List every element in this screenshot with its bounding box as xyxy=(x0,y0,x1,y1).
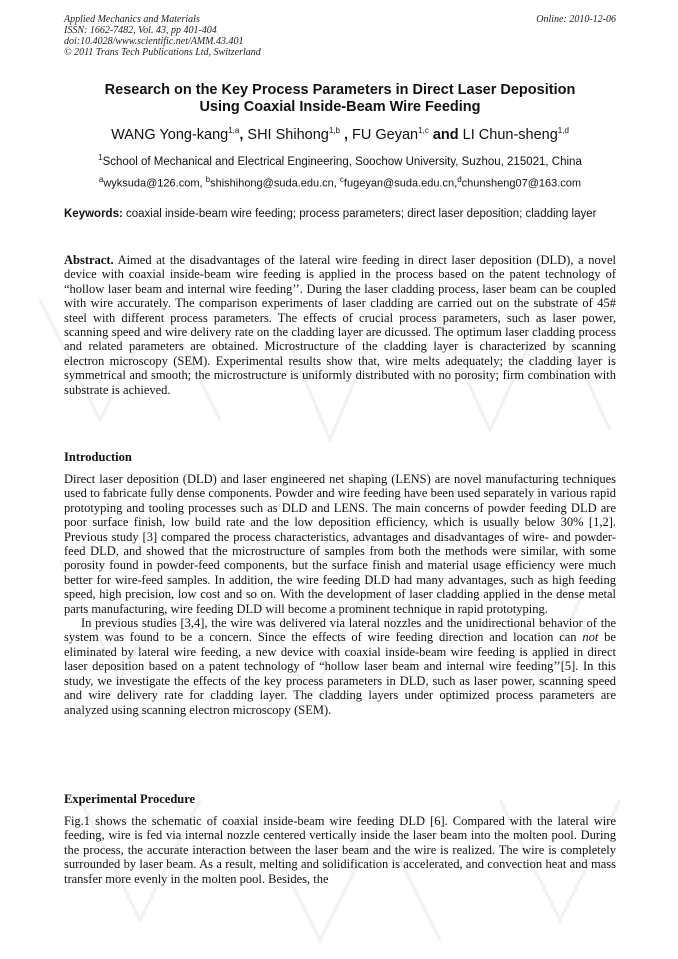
abstract xyxy=(64,253,616,397)
intro-p2-emphasis: not xyxy=(582,630,599,645)
intro-p2-part-a: In previous studies [3,4], the wire was delivered via lateral nozzles and the unidirectional behavior of the system was found to be a concern. Since the effects of wire feeding direction and location can xyxy=(64,616,616,645)
author-4-affil: 1,d xyxy=(557,126,569,135)
introduction-paragraph-1: Direct laser deposition (DLD) and laser engineered net shaping (LENS) are novel manufacturing techniques used to fabricate fully dense components. Powder and wire feeding have been used separately in various rapid prototyping and tooling processes such as DLD and LENS. The main concerns of powder feeding DLD are poor surface finish, low build rate and the low deposition efficiency, which is usually below 30% [1,2]. Previous study [3] compared the process characteristics, advantages and disadvantages of wire- and powder-feed DLD, and showed that the microstructure of samples from both the methods were similar, with some porosity found in powder-feed components, but the surface finish and material usage efficiency were much better for wire-feed samples. In addition, the wire feeding DLD had many advantages, such as high feeding speed, high precision, low cost and so on. With the development of laser cladding applied in the dense metal parts manufacturing, wire feeding DLD will become a prominent technique in rapid prototyping. xyxy=(64,472,616,616)
author-list: WANG Yong-kang$^{1,a}$, SHI Shihong$^{1,b}$ , FU Geyan$^{1,c}$ and LI Chun-sheng$^{1,d}$ xyxy=(111,126,569,143)
email-c: fugeyan@suda.edu.cn, xyxy=(343,177,458,190)
journal-header xyxy=(64,14,616,58)
email-a-sup: a xyxy=(98,175,104,184)
title-line-2: Using Coaxial Inside-Beam Wire Feeding xyxy=(199,99,481,115)
introduction-heading: Introduction xyxy=(64,450,132,464)
author-emails xyxy=(64,172,616,192)
email-a: wyksuda@126.com, xyxy=(103,177,203,190)
paper-title xyxy=(64,82,616,116)
journal-name: Applied Mechanics and Materials xyxy=(64,14,200,25)
author-1-affil: 1,a xyxy=(228,126,240,135)
intro-p2-part-b: be eliminated by lateral wire feeding, a new device with coaxial inside-beam wire feeding is applied in direct laser deposition based on a patent technology of “hollow laser beam and internal wire feeding’’[5]. In this study, we investigate the effects of the key process parameters in DLD, such as laser power, scanning speed and wire delivery rate for cladding layer. The cladding layers under optimized process parameters are analyzed using scanning electron microscopy (SEM). xyxy=(64,630,616,717)
keywords xyxy=(64,207,616,221)
author-and: and xyxy=(432,126,459,143)
author-3-affil: 1,c xyxy=(418,126,429,135)
email-b: shishihong@suda.edu.cn, xyxy=(210,177,337,190)
abstract-label: Abstract. xyxy=(64,253,114,267)
email-d-sup: d xyxy=(457,175,462,184)
author-3: FU Geyan xyxy=(352,126,419,143)
author-1: WANG Yong-kang xyxy=(111,126,229,143)
doi-line: doi:10.4028/www.scientific.net/AMM.43.401 xyxy=(64,36,244,47)
author-4: LI Chun-sheng xyxy=(462,126,558,143)
experimental-body xyxy=(64,814,616,886)
issn-line: ISSN: 1662-7482, Vol. 43, pp 401-404 xyxy=(64,25,217,36)
keywords-label: Keywords: xyxy=(64,208,123,220)
affiliation-sup: 1 xyxy=(98,153,103,162)
keywords-text: coaxial inside-beam wire feeding; process parameters; direct laser deposition; cladding layer xyxy=(126,208,597,220)
author-2: SHI Shihong xyxy=(247,126,329,143)
affiliation xyxy=(64,150,616,170)
email-b-sup: b xyxy=(205,175,211,184)
affiliation-text: School of Mechanical and Electrical Engineering, Soochow University, Suzhou, 215021, China xyxy=(102,155,582,168)
copyright-line: © 2011 Trans Tech Publications Ltd, Switzerland xyxy=(64,47,261,58)
experimental-paragraph-1: Fig.1 shows the schematic of coaxial inside-beam wire feeding DLD [6]. Compared with the lateral wire feeding, wire is fed via internal nozzle centered vertically inside the laser beam into the molten pool. During the process, the accurate interaction between the laser beam and the wire is realized. The wire is completely surrounded by laser beam. As a result, melting and solidification is accelerated, and convection heat and mass transfer more evenly in the molten pool. Besides, the xyxy=(64,814,616,886)
email-d: chunsheng07@163.com xyxy=(461,177,582,190)
introduction-body xyxy=(64,472,616,717)
introduction-paragraph-2 xyxy=(64,616,616,717)
online-date: Online: 2010-12-06 xyxy=(536,14,616,25)
experimental-heading: Experimental Procedure xyxy=(64,792,196,806)
title-line-1: Research on the Key Process Parameters in Direct Laser Deposition xyxy=(104,82,576,98)
author-2-affil: 1,b xyxy=(328,126,340,135)
email-c-sup: c xyxy=(339,175,344,184)
abstract-text: Aimed at the disadvantages of the lateral wire feeding in direct laser deposition (DLD), a novel device with coaxial inside-beam wire feeding is applied in the process based on the patent technology of “hollow laser beam and internal wire feeding’’. During the laser cladding process, laser beam can be coupled with wire accurately. The comparison experiments of laser cladding are carried out on the substrate of 45# steel with different process parameters. The effects of crucial process parameters, such as laser power, scanning speed and wire delivery rate on the cladding layer are dicussed. The optimum laser cladding process and related parameters are obtained. Microstructure of the cladding layer is characterized by scanning electron microscopy (SEM). Experimental results show that, wire melts adequately; the cladding layer is symmetrical and smooth; the microstructure is uniformly distributed with no porosity; firm combination with substrate is achieved. xyxy=(64,253,616,397)
